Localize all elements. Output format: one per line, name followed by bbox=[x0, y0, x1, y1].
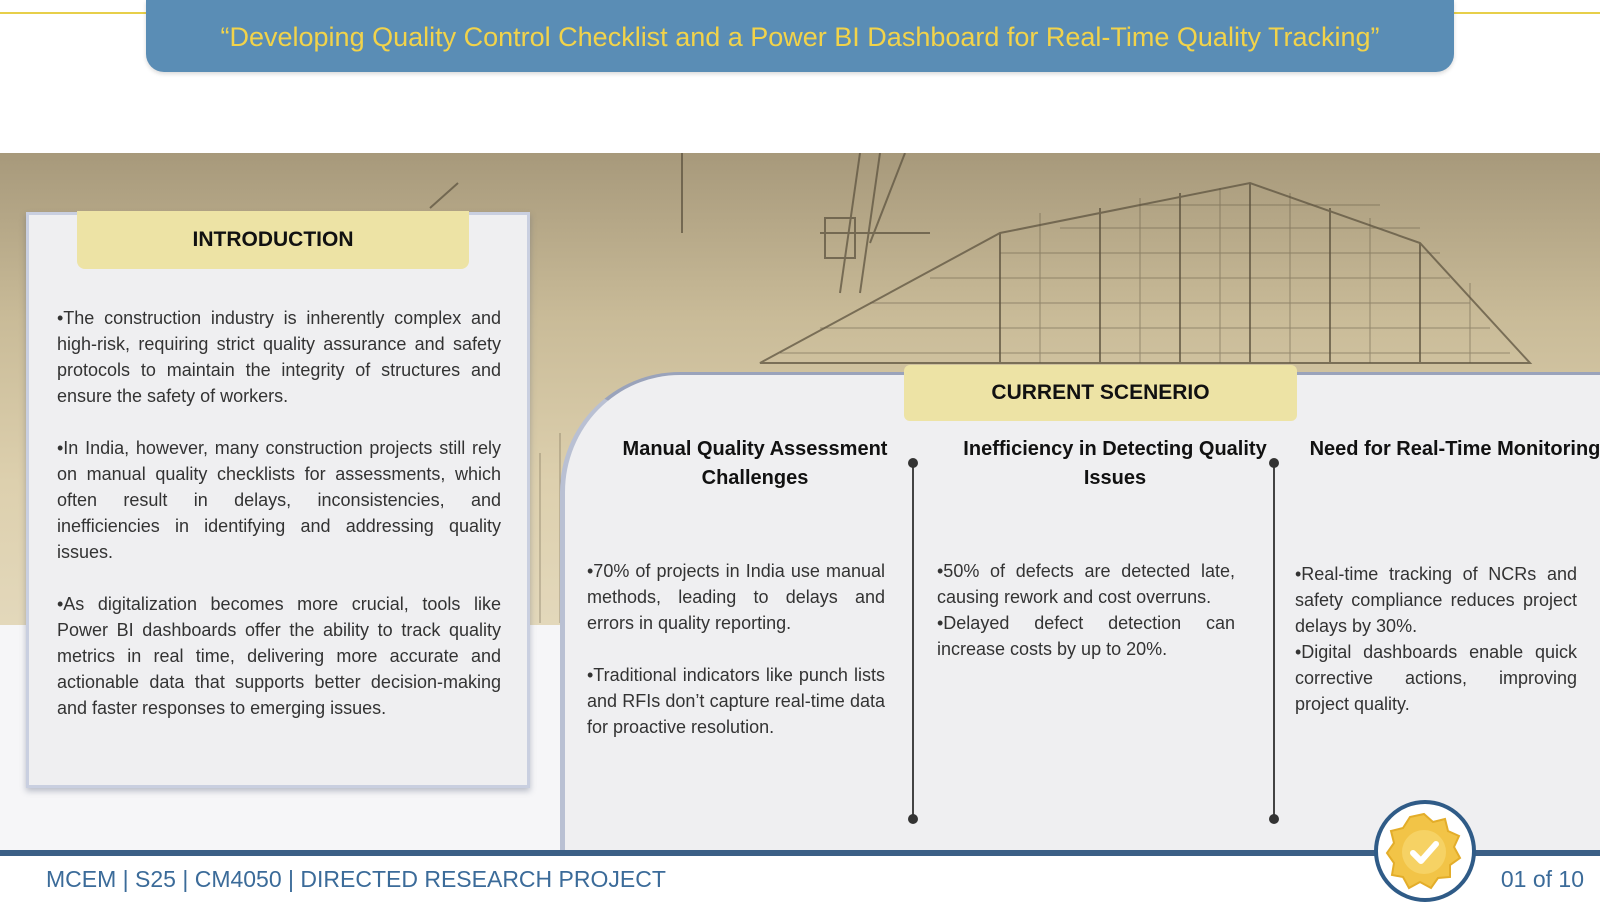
column-title-inefficiency: Inefficiency in Detecting Quality Issues bbox=[963, 438, 1267, 489]
column-divider bbox=[912, 463, 914, 819]
column-body-real-time-monitoring bbox=[1295, 561, 1577, 717]
introduction-heading: INTRODUCTION bbox=[77, 211, 469, 269]
bullet-point: •Delayed defect detection can increase costs by up to 20%. bbox=[937, 613, 1235, 659]
bullet-point: •50% of defects are detected late, causing rework and cost overruns. bbox=[937, 561, 1235, 607]
divider-dot bbox=[908, 458, 918, 468]
title-banner bbox=[146, 0, 1454, 72]
divider-dot bbox=[1269, 458, 1279, 468]
current-scenario-panel bbox=[560, 372, 1600, 852]
divider-dot bbox=[1269, 814, 1279, 824]
column-body-inefficiency bbox=[937, 558, 1235, 662]
current-scenario-heading: CURRENT SCENERIO bbox=[904, 365, 1297, 421]
bullet-point: •Digital dashboards enable quick corrective actions, improving project quality. bbox=[1295, 642, 1577, 714]
introduction-paragraph: •In India, however, many construction projects still rely on manual quality checklists for assessments, which often result in delays, inconsistencies, and inefficiencies in identifying and addressing quality issues. bbox=[57, 438, 501, 562]
page-title: “Developing Quality Control Checklist and a Power BI Dashboard for Real-Time Quality Tracking” bbox=[220, 22, 1380, 52]
page-number: 01 of 10 bbox=[1500, 866, 1584, 892]
introduction-card bbox=[26, 212, 530, 788]
bullet-point: •Real-time tracking of NCRs and safety compliance reduces project delays by 30%. bbox=[1295, 564, 1577, 636]
bullet-point: •70% of projects in India use manual methods, leading to delays and errors in quality reporting. bbox=[587, 561, 885, 633]
checkmark-seal-icon bbox=[1384, 812, 1464, 892]
divider-dot bbox=[908, 814, 918, 824]
column-title-real-time-monitoring: Need for Real-Time Monitoring bbox=[1309, 438, 1600, 460]
footer-bar bbox=[0, 850, 1600, 856]
column-title-manual-assessment: Manual Quality Assessment Challenges bbox=[622, 438, 888, 489]
column-body-manual-assessment bbox=[587, 558, 885, 766]
introduction-paragraph: •As digitalization becomes more crucial, tools like Power BI dashboards offer the ability to track quality metrics in real time, delivering more accurate and actionable data that supports better decision-making and faster responses to emerging issues. bbox=[57, 594, 501, 718]
column-divider bbox=[1273, 463, 1275, 819]
introduction-text bbox=[57, 305, 501, 747]
introduction-paragraph: •The construction industry is inherently complex and high-risk, requiring strict quality assurance and safety protocols to maintain the integrity of structures and ensure the safety of workers. bbox=[57, 308, 501, 406]
course-label: MCEM | S25 | CM4050 | DIRECTED RESEARCH PROJECT bbox=[46, 866, 666, 892]
bullet-point: •Traditional indicators like punch lists and RFIs don’t capture real-time data for proactive resolution. bbox=[587, 665, 885, 737]
